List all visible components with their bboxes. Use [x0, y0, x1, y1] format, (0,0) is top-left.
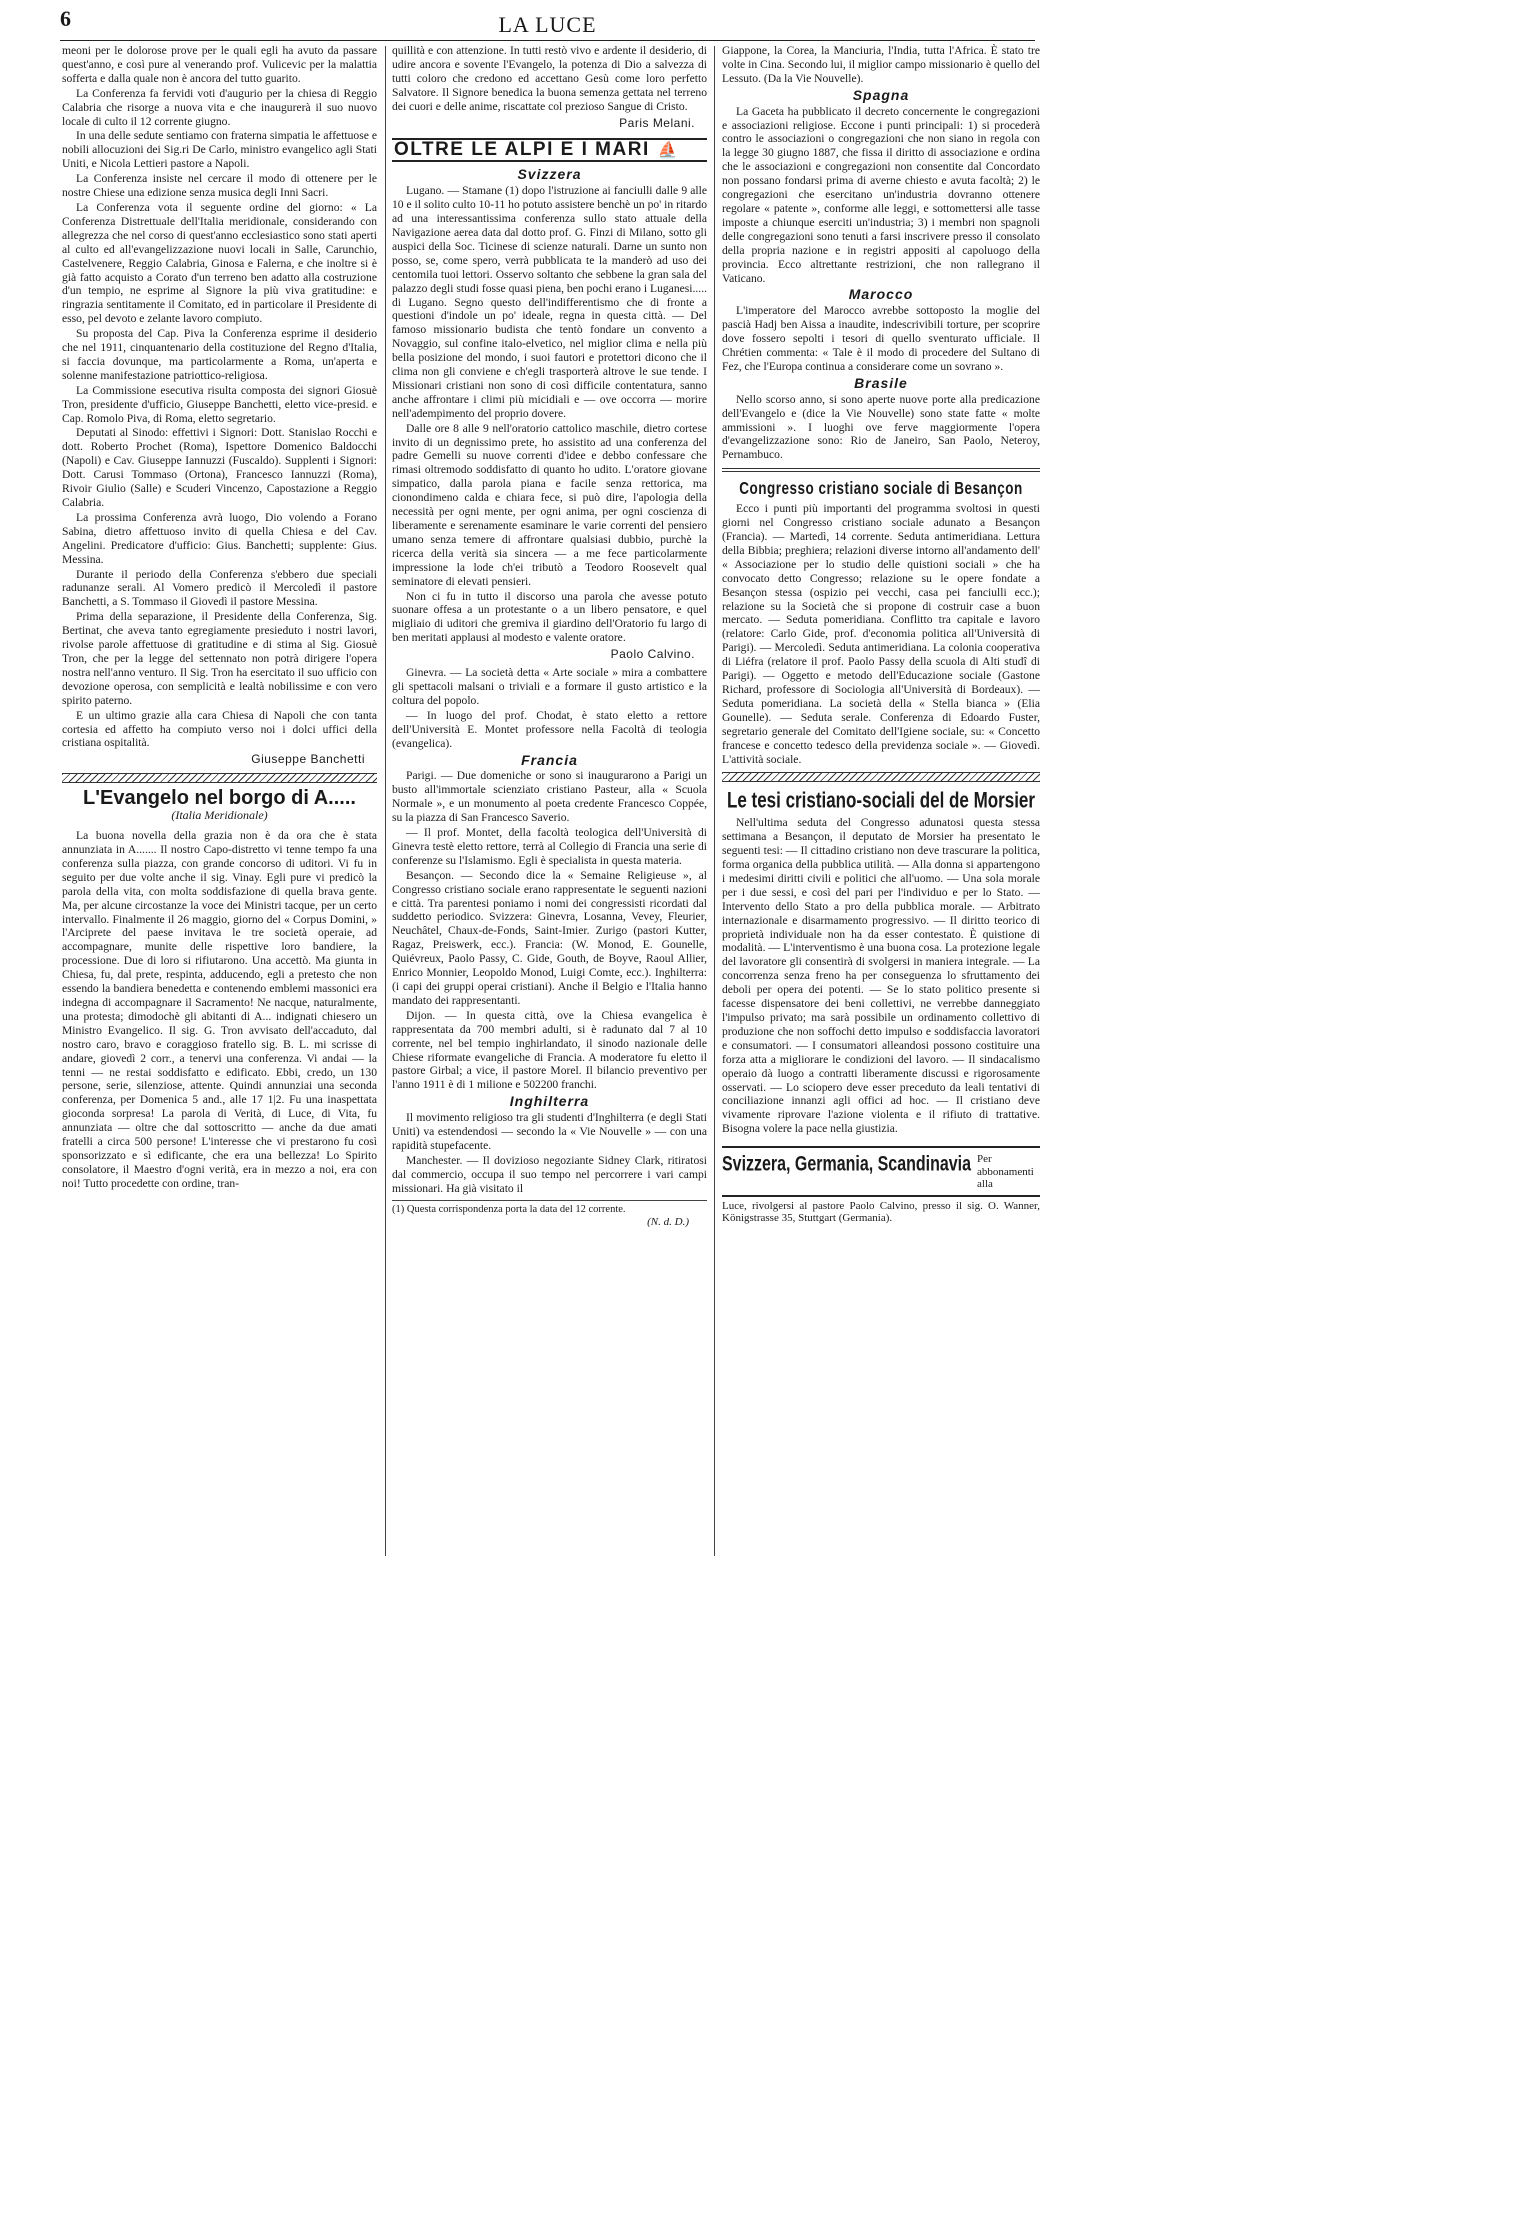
- footnote-signature: (N. d. D.): [647, 1216, 689, 1229]
- paragraph: La buona novella della grazia non è da ora che è stata annunziata in A....... Il nostro Capo-distretto vi tenne tempo fa una conferenza sulla piazza, con grande concorso di uditori. Vi fu in seguito per due volte anche il sig. Vinay. Egli pure vi predicò la parola della vita, con molta soddisfazione di quella brava gente. Ma, per alcune circostanze la voce dei Ministri tacque, per un certo intervallo. Finalmente il 26 maggio, giorno del « Corpus Domini, » l'Arciprete del paese invitava le tre società operaie, ad accompagnare, munite delle rispettive loro bandiere, la processione. Due di loro si rifiutarono. Una accettò. Ma giunta in Chiesa, fu, dal prete, respinta, adducendo, egli a pretesto che non essendo la bandiera benedetta e contenendo emblemi massonici era indegna di accompagnare il Sacramento! Ne nacque, naturalmente, una protesta; dimodochè gli abitanti di A... indignati chiesero un Ministro Evangelico. Il sig. G. Tron avvisato dell'accaduto, dal nostro caro, bravo e coraggioso fratello sig. B. L. mi scrisse di andare, giovedì 2 corr., a tenervi una conferenza. Vi andai — la tenni — ne restai soddisfatto e edificato. Ebbi, credo, un 130 persone, serie, silenziose, attente. Quindi annunziai una seconda conferenza, per Domenica 5 and., alle 17 1|2. Fu una inaspettata gioconda sorpresa! La parola di Verità, di Luce, di Vita, fu annunziata — oltre che dal sottoscritto — anche da due amati fratelli a circa 500 persone! L'interesse che vi prestarono fu così sponsorizzato e sì edificante, che era una bellezza! Lo Spirito consolatore, il Maestro d'ogni verità, era in mezzo a noi, era con noi! Tutto procedette con ordine, tran-: [62, 829, 377, 1190]
- ad-title: Svizzera, Germania, Scandinavia: [722, 1153, 972, 1177]
- subscription-ad: [722, 1146, 1040, 1197]
- ornamental-divider: [722, 772, 1040, 782]
- column-divider: [385, 46, 386, 1556]
- country-heading: Marocco: [848, 286, 914, 303]
- country-heading: Spagna: [852, 86, 910, 103]
- paragraph: Prima della separazione, il Presidente della Conferenza, Sig. Bertinat, che aveva tanto egregiamente presieduto i nostri lavori, rivolse parole affettuose di gratitudine e di stima al Sig. Giosuè Tron, che per la legge del settennato non potrà dirigere l'opera nostra nell'anno venturo. Il Sig. Tron ha esercitato il suo ufficio con devozione operosa, con semplicità e lealtà nobilissime e con vero spirito paterno.: [62, 610, 377, 707]
- paragraph: Su proposta del Cap. Piva la Conferenza esprime il desiderio che nel 1911, cinquantenario della costituzione del Regno d'Italia, si faccia dovunque, ma particolarmente a Roma, un'aperta e solenne manifestazione patriottico-religiosa.: [62, 327, 377, 382]
- paragraph: Parigi. — Due domeniche or sono si inaugurarono a Parigi un busto all'immortale scienziato cristiano Pasteur, alla « Scuola Normale », e un monumento al poeta credente Francesco Coppée, su la piazza di San Francesco Saverio.: [392, 769, 707, 825]
- paragraph: Deputati al Sinodo: effettivi i Signori: Dott. Stanislao Rocchi e dott. Roberto Prochet (Roma), Ispettore Domenico Baldocchi (Napoli) e Cav. Giuseppe Iannuzzi (Fuscaldo). Supplenti i Signori: Dott. Carusi Tommaso (Ortona), Francesco Iannuzzi (Roma), Rivoir Giulio (Salle) e Scuderi Vincenzo, Capostazione a Reggio Calabria.: [62, 426, 377, 509]
- ad-text: Per abbonamenti alla: [977, 1153, 1034, 1191]
- section-title: Le tesi cristiano-sociali del de Morsier: [727, 788, 1035, 814]
- paragraph: Ginevra. — La società detta « Arte sociale » mira a combattere gli spettacoli malsani o triviali e a formare il gusto artistico e la coltura del popolo.: [392, 666, 707, 707]
- paragraph: Manchester. — Il dovizioso negoziante Sidney Clark, ritiratosi dal commercio, occupa il suo tempo nel percorrere i vari campi missionari. Ha già visitato il: [392, 1153, 707, 1195]
- ship-ornament-icon: ⛵: [657, 142, 680, 160]
- paragraph: La Conferenza vota il seguente ordine del giorno: « La Conferenza Distrettuale dell'Italia meridionale, considerando con allegrezza che nel corso di quest'anno ecclesiastico sono stati aperti al culto ed all'evangelizzazione nuovi locali in Salle, Carunchio, Castelvenere, Reggio Calabria, Ginosa e Falerna, e che inoltre si è già fatto acquisto a Corato d'un terreno ben adatto alla costruzione d'un tempio, ne esprime al Signore la più viva gratitudine: e ringrazia sentitamente il Comitato, ed in particolare il Presidente di esso, pel devoto e zelante lavoro compiuto.: [62, 200, 377, 326]
- paragraph: meoni per le dolorose prove per le quali egli ha avuto da passare quest'anno, e così pure al venerando prof. Vulicevic per la malattia sofferta e dalla quale non è ancora del tutto guarito.: [62, 44, 377, 85]
- country-heading: Francia: [521, 751, 578, 768]
- country-heading: Svizzera: [517, 166, 582, 183]
- paragraph: Besançon. — Secondo dice la « Semaine Religieuse », al Congresso cristiano sociale erano rappresentate le seguenti nazioni e città. Tra parentesi poniamo i nomi dei congressisti ricordati dal suddetto periodico. Svizzera: Ginevra, Losanna, Vevey, Fleurier, Neuchâtel, Chaux-de-Fonds, Saint-Imier. Zurigo (pastori Kutter, Ragaz, Preiswerk, ecc.). Francia: (W. Monod, E. Gounelle, Quiévreux, Paolo Passy, C. Gide, Gouth, de Boyve, Raoul Allier, Enrico Monnier, Leopoldo Monod, Luigi Comte, ecc.). Inghilterra: (i capi dei gruppi operai cristiani). Anche il Belgio e l'Italia hanno mandato dei rappresentanti.: [392, 868, 707, 1007]
- country-heading: Brasile: [854, 374, 908, 391]
- paragraph: La Gaceta ha pubblicato il decreto concernente le congregazioni e associazioni religiose. Eccone i punti principali: 1) si procederà contro le associazioni o congregazioni che non siano in regola con la legge 30 giugno 1887, che fissa il diritto di associazione e ordina che le associazioni e congregazioni non consentite dal Concordato non possano fondarsi prima di averne chiesto e avuta facoltà; 2) le congregazioni che esercitano un'industria dovranno ottenere regolare « patente », conforme alle leggi, e sottomettersi alle tasse imposte a chiunque eserciti un'industria; 3) i membri non spagnoli delle congregazioni sono tenuti a farsi inscrivere presso il consolato della propria nazione e in registri appositi al capoluogo della provincia. Ecco altrettante restrizioni, che non rallegrano il Vaticano.: [722, 104, 1040, 285]
- paragraph: La Conferenza fa fervidi voti d'augurio per la chiesa di Reggio Calabria che risorge a nuova vita e che inaugurerà il suo nuovo locale di culto il 12 corrente giugno.: [62, 86, 377, 128]
- column-3: [722, 44, 1040, 1559]
- paragraph: La prossima Conferenza avrà luogo, Dio volendo a Forano Sabina, dietro affettuoso invito di quella Chiesa e del Cav. Angelini. Predicatore d'ufficio: Gius. Banchetti; supplente: Gius. Messina.: [62, 510, 377, 566]
- author-signature: Giuseppe Banchetti: [251, 752, 365, 767]
- newspaper-title: LA LUCE: [498, 12, 597, 37]
- article-title: L'Evangelo nel borgo di A.....: [83, 787, 356, 810]
- paragraph: L'imperatore del Marocco avrebbe sottoposto la moglie del pascià Hadj ben Aissa a inaudite, indescrivibili torture, per scoprire dove fossero sepolti i tesori di quello sventurato ufficiale. Il Chrétien commenta: « Tale è il modo di procedere del Sultano di Fez, che l'Europa continua a considerare come un sovrano ».: [722, 304, 1040, 373]
- country-heading: Inghilterra: [509, 1093, 590, 1110]
- section-divider: [722, 468, 1040, 472]
- paragraph: Giappone, la Corea, la Manciuria, l'India, tutta l'Africa. È stato tre volte in Cina. Secondo lui, il miglior campo missionario è quello del Lessuto. (Da la Vie Nouvelle).: [722, 44, 1040, 85]
- article-subtitle: (Italia Meridionale): [171, 808, 268, 823]
- paragraph: Dalle ore 8 alle 9 nell'oratorio cattolico maschile, dietro cortese invito di un degnissimo prete, ho assistito ad una conferenza del padre Gemelli su nuove correnti d'idee e debbo confessare che rimasi oltremodo soddisfatto di quanto ho udito. L'oratore giovane simpatico, dalla parola piana e facile senza rettorica, ma cionondimeno calda e chiara fece, si può dire, l'apologia della necessità per ogni mente, per ogni anima, per ogni coscienza di liberamente e serenamente esaminare le varie correnti del pensiero umano senza temere di affrontare qualsiasi dubbio, purchè la ricerca della verità sia sincera — a me fece particolarmente impressione la lode ch'ei tributò a Teodoro Roosevelt qual seminatore di elevati pensieri.: [392, 421, 707, 588]
- paragraph: E un ultimo grazie alla cara Chiesa di Napoli che con tanta cortesia ed affetto ha compiuto verso noi i dolci uffici della cristiana ospitalità.: [62, 708, 377, 750]
- paragraph: Durante il periodo della Conferenza s'ebbero due speciali radunanze serali. Al Vomero predicò il Mercoledì il pastore Banchetti, a S. Tommaso il Giovedì il pastore Messina.: [62, 567, 377, 609]
- paragraph: Dijon. — In questa città, ove la Chiesa evangelica è rappresentata da 700 membri adulti, si è radunato dal 7 al 10 corrente, nel bel tempio inghirlandato, il sinodo nazionale delle Chiese riformate evangeliche di Francia. A moderatore fu eletto il pastore Girbal; a vice, il pastore Morel. Il bilancio preventivo per l'anno 1911 è di 1 milione e 502200 franchi.: [392, 1008, 707, 1092]
- paragraph: quillità e con attenzione. In tutti restò vivo e ardente il desiderio, di udire ancora e sovente l'Evangelo, la potenza di Dio a salvezza di tutti coloro che credono ed accettano Gesù come loro perfetto Salvatore. Il Signore benedica la buona semenza gettata nel terreno dei cuori e delle anime, riscattate col prezioso Sangue di Cristo.: [392, 44, 707, 113]
- paragraph: Nell'ultima seduta del Congresso adunatosi questa stessa settimana a Besançon, il deputato de Morsier ha presentato le seguenti tesi: — Il cittadino cristiano non deve trascurare la politica, forma organica della pubblica utilità. — Alla donna si appartengono i medesimi diritti civili e politici che all'uomo. — Una sola morale per i due sessi, e così del pari per l'individuo e per lo Stato. — Intervento dello Stato a pro della pubblica morale. — Arbitrato internazionale e disarmamento progressivo. — Il diritto teorico di proprietà individuale non ha da esser contestato. È quistione di modalità. — L'interventismo è una buona cosa. La protezione legale del lavoratore gli consentirà di svolgersi in maniera integrale. — La concorrenza senza freno ha per conseguenza lo sfruttamento dei deboli per opera dei potenti. — Se lo stato politico presente si facesse dispensatore dei beni collettivi, ne verrebbe danneggiato l'impulso privato; ma sarà possibile un ordinamento collettivo di produzione che non soffochi detto impulso e soddisfaccia lavoratori e consumatori. — I consumatori alleandosi possono costituire una forza atta a migliorare le condizioni del lavoro. — Il sindacalismo operaio dà luogo a contratti liberamente discussi e rigorosamente osservati. — Lo sciopero deve esser preceduto da leali tentativi di conciliazione innanzi agli offici ad hoc. — Il cristiano deve vivamente riprovare l'azione violenta e il rifiuto di trattative. Bisogna volere la pace nella giustizia.: [722, 816, 1040, 1136]
- page-number: 6: [60, 6, 71, 31]
- author-signature: Paolo Calvino.: [610, 647, 695, 662]
- section-title: OLTRE LE ALPI E I MARI ⛵: [392, 138, 707, 162]
- column-divider: [714, 46, 715, 1556]
- ornamental-divider: [62, 773, 377, 783]
- paragraph: Ecco i punti più importanti del programma svoltosi in questi giorni nel Congresso cristiano sociale adunato a Besançon (Francia). — Martedì, 14 corrente. Seduta antimeridiana. Lettura della Bibbia; preghiera; relazioni diverse intorno all'andamento dell' « Associazione per lo studio delle quistioni sociali » che ha convocato detto Congresso; relazione su le opere fondate a Besançon stessa (ospizio pei vecchi, casa pei fanciulli ecc.); relazione su la Società che si propone di costruir case a buon mercato. — Seduta pomeridiana. Conflitto tra capitale e lavoro (relatore: Carlo Gide, prof. d'economia politica all'Università di Parigi). — Mercoledì. Seduta antimeridiana. La colonia cooperativa di Liéfra (relatore il prof. Paolo Passy della scuola di Alti studî di Parigi). — Oggetto e metodo dell'Educazione sociale (Gastone Richard, professore di Sociologia all'Università di Bordeaux). — Seduta pomeridiana. La società della « Stella bianca » (Elia Gounelle). — Seduta serale. Conferenza di Edoardo Fuster, segretario generale del Comitato dell'Igiene sociale, su: « Concetto francese e concetto tedesco della previdenza sociale ». — Giovedì. L'attività sociale.: [722, 502, 1040, 766]
- paragraph: In una delle sedute sentiamo con fraterna simpatia le affettuose e nobili allocuzioni dei Sig.ri De Carlo, ministro evangelico agli Stati Uniti, e Nicola Lettieri pastore a Napoli.: [62, 129, 377, 171]
- page-header: [60, 0, 1035, 41]
- column-2: [392, 44, 707, 1559]
- paragraph: Nello scorso anno, si sono aperte nuove porte alla predicazione dell'Evangelo e (dice la Vie Nouvelle) sono state fatte « molte ammissioni ». I luoghi ove ferve maggiormente l'opera d'evangelizzazione sono: Rio de Janeiro, San Paolo, Neteroy, Pernambuco.: [722, 392, 1040, 462]
- paragraph: Non ci fu in tutto il discorso una parola che avesse potuto suonare offesa a un protestante o a un libero pensatore, e quel migliaio di uditori che gremiva il giardino dell'Oratorio fu largo di ben meritati applausi al modesto e valente oratore.: [392, 589, 707, 645]
- paragraph: Lugano. — Stamane (1) dopo l'istruzione ai fanciulli dalle 9 alle 10 e il solito culto 10-11 ho potuto assistere benchè un po' in ritardo ad una interessantissima conferenza sullo stato attuale della Navigazione aerea data dal dotto prof. G. Finzi di Milano, sotto gli auspici della Soc. Ticinese di scienze naturali. Darne un sunto non posso, se, come spero, verrà pubblicata te la manderò ad uso dei centomila tuoi lettori. Osservo soltanto che sebbene la gran sala del palazzo degli studi fosse quasi piena, ben pochi erano i Luganesi..... di Lugano. Segno questo dell'indifferentismo che di fronte a questioni d'indole un po' ideale, regna in questa città. — Del famoso missionario budista che tentò fondare un convento a Novaggio, sul confine italo-elvetico, nel miglior clima e nella più bella posizione del mondo, i suoi fautori e protettori dicono che il clima non gli conviene e ch'egli trasporterà altrove le sue tende. I Missionari cristiani non sono di così difficile contentatura, sanno anche affrontare i climi più micidiali e — ove occorra — morire nell'adempimento del proprio dovere.: [392, 184, 707, 420]
- author-signature: Paris Melani.: [619, 115, 695, 130]
- paragraph: — Il prof. Montet, della facoltà teologica dell'Università di Ginevra testè eletto rettore, terrà al Collegio di Francia una serie di conferenze su l'Islamismo. Egli è specialista in questa materia.: [392, 826, 707, 867]
- paragraph: Il movimento religioso tra gli studenti d'Inghilterra (e degli Stati Uniti) va estendendosi — secondo la « Vie Nouvelle » — con una rapidità stupefacente.: [392, 1111, 707, 1152]
- footnote: (1) Questa corrispondenza porta la data del 12 corrente.: [392, 1200, 707, 1217]
- paragraph: La Conferenza insiste nel cercare il modo di ottenere per le nostre Chiese una edizione senza musica degli Inni Sacri.: [62, 172, 377, 200]
- column-1: [62, 44, 377, 1559]
- section-title: Congresso cristiano sociale di Besançon: [739, 478, 1023, 499]
- paragraph: La Commissione esecutiva risulta composta dei signori Giosuè Tron, presidente d'ufficio, Giuseppe Banchetti, eletto vice-presid. e Cap. Romolo Piva, di Roma, eletto segretario.: [62, 383, 377, 425]
- paragraph: — In luogo del prof. Chodat, è stato eletto a rettore dell'Università E. Montet professore nella Facoltà di teologia (evangelica).: [392, 708, 707, 750]
- ad-body: Luce, rivolgersi al pastore Paolo Calvino, presso il sig. O. Wanner, Königstrasse 35, Stuttgart (Germania).: [722, 1199, 1040, 1225]
